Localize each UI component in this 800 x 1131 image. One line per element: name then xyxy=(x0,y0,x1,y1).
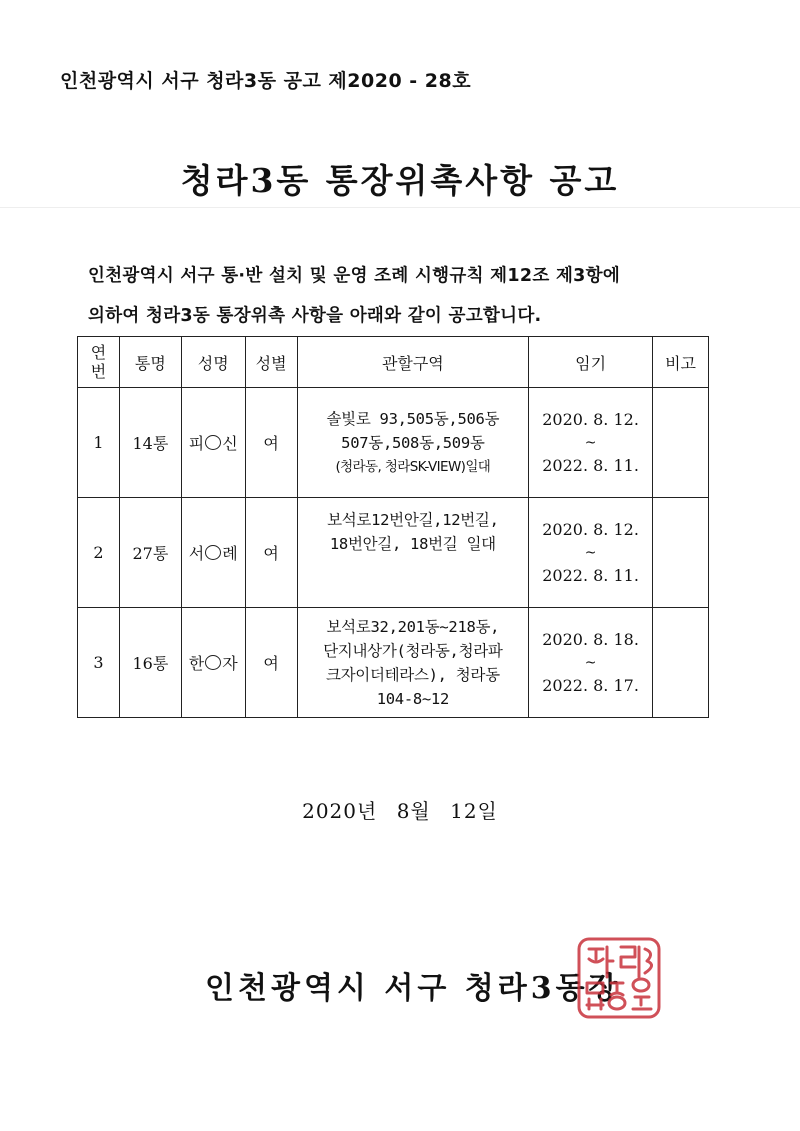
notice-number: 인천광역시 서구 청라3동 공고 제2020 - 28호 xyxy=(60,70,472,92)
header-name: 성명 xyxy=(181,337,245,388)
cell-note xyxy=(653,608,709,718)
table-row xyxy=(78,608,709,718)
table-row xyxy=(78,498,709,608)
official-seal-stamp xyxy=(575,935,663,1021)
cell-serial-number: 2 xyxy=(78,498,120,608)
date-day: 12일 xyxy=(450,799,498,823)
signer-title: 인천광역시 서구 청라3동장 xyxy=(205,971,622,1006)
cell-term xyxy=(529,498,653,608)
term-separator: ~ xyxy=(584,434,597,451)
area-line: 크자이더테라스), 청라동 xyxy=(325,665,500,684)
area-line: 단지내상가(청라동,청라파 xyxy=(323,641,503,660)
date-month: 8월 xyxy=(396,799,431,823)
header-term: 임기 xyxy=(529,337,653,388)
notice-body-line: 인천광역시 서구 통·반 설치 및 운영 조례 시행규칙 제12조 제3항에 xyxy=(88,266,621,286)
table-header-row xyxy=(78,337,709,388)
area-line: 솔빛로 93,505동,506동 xyxy=(326,409,500,428)
name-first-char: 한 xyxy=(188,654,205,673)
area-line: 104-8~12 xyxy=(376,689,449,708)
cell-serial-number: 1 xyxy=(78,388,120,498)
cell-term xyxy=(529,388,653,498)
area-line: 507동,508동,509동 xyxy=(341,433,485,452)
notice-date xyxy=(0,795,800,824)
term-separator: ~ xyxy=(584,544,597,561)
date-year: 2020년 xyxy=(302,799,378,823)
cell-tong: 16통 xyxy=(119,608,181,718)
masked-name-circle xyxy=(205,545,221,560)
header-note: 비고 xyxy=(653,337,709,388)
header-serial-number xyxy=(78,337,120,388)
term-separator: ~ xyxy=(584,654,597,671)
cell-name xyxy=(181,498,245,608)
cell-note xyxy=(653,498,709,608)
cell-sex: 여 xyxy=(245,608,297,718)
cell-area xyxy=(297,498,529,608)
header-sex: 성별 xyxy=(245,337,297,388)
term-end: 2022. 8. 11. xyxy=(542,455,639,475)
cell-tong: 27통 xyxy=(119,498,181,608)
masked-name-circle xyxy=(205,435,221,450)
document-title: 청라3동 통장위촉사항 공고 xyxy=(180,161,620,200)
cell-serial-number: 3 xyxy=(78,608,120,718)
notice-body-line: 의하여 청라3동 통장위촉 사항을 아래와 같이 공고합니다. xyxy=(88,306,542,326)
name-last-char: 자 xyxy=(222,654,238,673)
name-first-char: 서 xyxy=(188,544,205,563)
area-line: 보석로12번안길,12번길, xyxy=(327,511,499,529)
notice-body xyxy=(88,256,728,336)
area-line: 18번안길, 18번길 일대 xyxy=(329,535,496,553)
table-row xyxy=(78,388,709,498)
header-serial-number-line1: 연 xyxy=(90,343,107,362)
term-start: 2020. 8. 18. xyxy=(542,629,639,649)
cell-name xyxy=(181,388,245,498)
cell-note xyxy=(653,388,709,498)
cell-area xyxy=(297,388,529,498)
area-line: 보석로32,201동~218동, xyxy=(326,617,500,636)
term-start: 2020. 8. 12. xyxy=(542,519,639,539)
name-last-char: 신 xyxy=(222,434,238,453)
term-end: 2022. 8. 17. xyxy=(542,675,639,695)
masked-name-circle xyxy=(205,655,221,670)
scan-artifact-line xyxy=(0,207,800,208)
header-serial-number-line2: 번 xyxy=(90,362,107,381)
term-start: 2020. 8. 12. xyxy=(542,409,639,429)
cell-term xyxy=(529,608,653,718)
term-end: 2022. 8. 11. xyxy=(542,565,639,585)
cell-tong: 14통 xyxy=(119,388,181,498)
cell-area xyxy=(297,608,529,718)
cell-sex: 여 xyxy=(245,388,297,498)
cell-name xyxy=(181,608,245,718)
header-tong: 통명 xyxy=(119,337,181,388)
area-line: (청라동, 청라SK-VIEW)일대 xyxy=(335,458,491,475)
header-area: 관할구역 xyxy=(297,337,529,388)
name-last-char: 례 xyxy=(222,544,238,563)
appointment-table xyxy=(77,336,709,718)
cell-sex: 여 xyxy=(245,498,297,608)
name-first-char: 피 xyxy=(188,434,205,453)
